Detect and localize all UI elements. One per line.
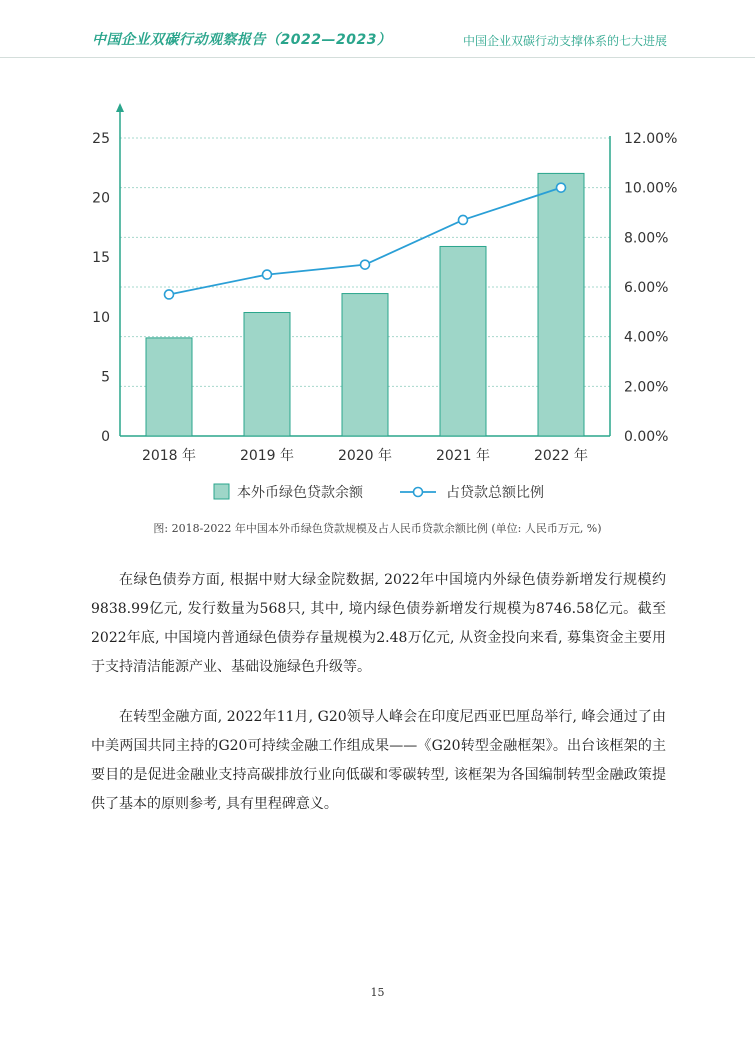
y-right-tick-label: 8.00% xyxy=(624,230,669,247)
x-tick-label: 2018 年 xyxy=(141,448,197,464)
ratio-point xyxy=(557,183,566,192)
legend-line-label: 占贷款总额比例 xyxy=(446,485,544,501)
y-axis-arrow-icon xyxy=(116,103,124,112)
x-tick-label: 2022 年 xyxy=(533,448,589,464)
chart-caption: 图: 2018-2022 年中国本外币绿色贷款规模及占人民币贷款余额比例 (单位: 人民币万元, %) xyxy=(153,522,602,535)
report-title: 中国企业双碳行动观察报告（2022—2023） xyxy=(92,32,392,48)
page-header xyxy=(0,0,755,58)
bar xyxy=(342,294,388,436)
bar xyxy=(538,173,584,436)
y-left-tick-label: 25 xyxy=(92,131,110,147)
bar xyxy=(244,313,290,436)
paragraph-green-bonds: 在绿色债券方面, 根据中财大绿金院数据, 2022年中国境内外绿色债券新增发行规模约9838.99亿元, 发行数量为568只, 其中, 境内绿色债券新增发行规模为8746.58亿元。截至2022年底, 中国境内普通绿色债券存量规模为2.48万亿元, 从资金投向来看, 募集资金主要用于支持清洁能源产业、基础设施绿色升级等。 xyxy=(91,572,666,675)
y-right-tick-label: 10.00% xyxy=(624,180,678,197)
legend-line-marker xyxy=(414,488,423,497)
y-right-tick-label: 6.00% xyxy=(624,280,669,296)
x-tick-label: 2021 年 xyxy=(435,448,491,464)
header-divider xyxy=(0,57,755,58)
x-tick-label: 2019 年 xyxy=(239,448,295,464)
y-right-tick-label: 12.00% xyxy=(624,131,678,147)
green-loan-chart xyxy=(0,90,755,515)
y-left-tick-label: 5 xyxy=(101,369,110,386)
bar xyxy=(440,246,486,436)
y-left-tick-label: 20 xyxy=(92,190,110,207)
y-left-tick-label: 10 xyxy=(92,309,110,326)
y-left-tick-label: 0 xyxy=(101,429,110,445)
y-right-tick-label: 0.00% xyxy=(624,429,669,445)
bar xyxy=(146,338,192,436)
ratio-point xyxy=(165,290,174,299)
ratio-point xyxy=(263,270,272,279)
y-right-tick-label: 2.00% xyxy=(624,379,669,396)
ratio-point xyxy=(361,260,370,269)
page-number: 15 xyxy=(370,986,385,999)
paragraph-transition-finance: 在转型金融方面, 2022年11月, G20领导人峰会在印度尼西亚巴厘岛举行, 峰会通过了由中美两国共同主持的G20可持续金融工作组成果——《G20转型金融框架》。出台该框架的主要目的是促进金融业支持高碳排放行业向低碳和零碳转型, 该框架为各国编制转型金融政策提供了基本的原则参考, 具有里程碑意义。 xyxy=(91,709,666,812)
legend-bar-label: 本外币绿色贷款余额 xyxy=(237,485,363,501)
ratio-point xyxy=(459,215,468,224)
y-left-tick-label: 15 xyxy=(92,250,110,267)
ratio-line xyxy=(169,188,561,295)
legend-bar-swatch xyxy=(214,484,229,499)
section-title: 中国企业双碳行动支撑体系的七大进展 xyxy=(462,34,667,48)
y-right-tick-label: 4.00% xyxy=(624,329,669,346)
x-tick-label: 2020 年 xyxy=(337,448,393,464)
